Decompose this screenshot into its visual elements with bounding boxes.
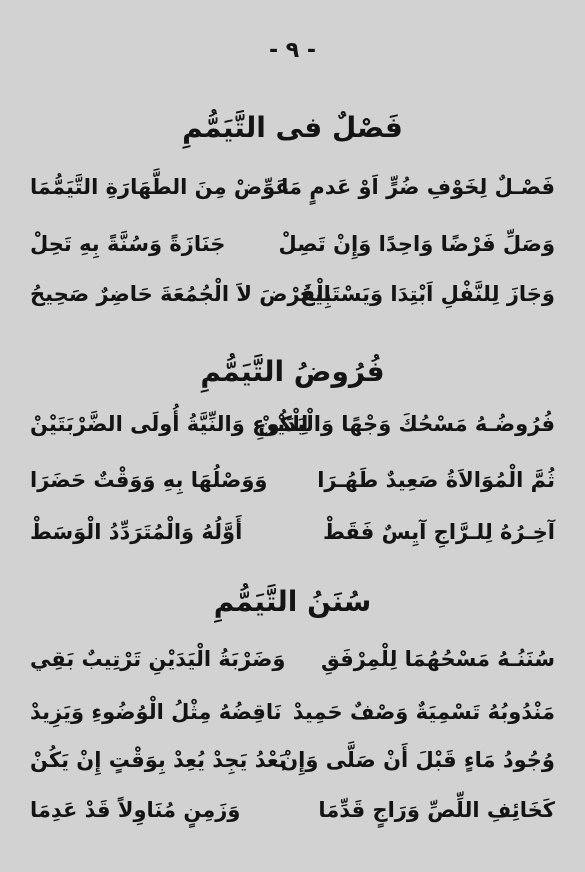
verse xyxy=(30,738,555,782)
verse-first-half: ثُمَّ الْمُوَالاَةُ صَعِيدٌ طَهُـرَا xyxy=(317,468,555,492)
section-title-fasl: فَصْلٌ فى التَّيَمُّمِ xyxy=(182,111,403,144)
verse-second-half: وَوَصْلُهَا بِهِ وَوَقْتٌ حَضَرَا xyxy=(30,468,268,492)
verse-second-half: جَنَازَةً وَسُنَّةً بِهِ تَحِلْ xyxy=(30,232,226,256)
verse-first-half: وَصَلِّ فَرْضًا وَاحِدًا وَإِنْ تَصِلْ xyxy=(278,232,555,256)
verse-second-half: بَعْدُ يَجِدْ يُعِدْ بِوَقْتٍ إِنْ يَكُنْ xyxy=(30,748,287,772)
section-title-furud: فُرُوضُ التَّيَمُّمِ xyxy=(200,355,385,388)
verse-first-half: وُجُودُ مَاءٍ قَبْلَ أَنْ صَلَّى وَإِنْ xyxy=(280,748,555,772)
verse-first-half: سُنَنُـهُ مَسْحُهُمَا لِلْمِرْفَقِ xyxy=(321,647,555,671)
verse-first-half: آخِـرُهُ لِلـرَّاجِ آيِسٌ فَقَطْ xyxy=(322,520,555,544)
verse-first-half: فَصْـلٌ لِخَوْفِ ضُرٍّ اَوْ عَدمٍ مَا xyxy=(281,175,555,199)
verse xyxy=(30,690,555,734)
verse-second-half: عَوِّضْ مِنَ الطَّهَارَةِ التَّيَمُّمَا xyxy=(30,175,290,199)
verse-first-half: وَجَازَ لِلنَّفْلِ اَبْتِدَا وَيَسْتَبِيحُ xyxy=(299,282,555,306)
verse-second-half: نَاقِضُهُ مِثْلُ الْوُضُوءِ وَيَزِيدْ xyxy=(30,700,282,724)
verse xyxy=(30,510,555,554)
section-title-sunan: سُنَنُ التَّيَمُّمِ xyxy=(213,585,372,618)
verse-second-half: لِلْكُوعِ وَالنِّيَّةُ أُولَى الضَّرْبَتَيْنْ xyxy=(30,412,309,436)
page-number: - ٩ - xyxy=(268,38,317,63)
verse-second-half: وَزَمِنٍ مُنَاوِلاً قَدْ عَدِمَا xyxy=(30,798,241,822)
verse-first-half: كَخَائِفِ اللِّصِّ وَرَاجٍ قَدِّمَا xyxy=(318,798,555,822)
verse xyxy=(30,788,555,832)
verse-first-half: فُرُوضُـهُ مَسْحُكَ وَجْهًا وَالْيَدَيْنْ xyxy=(258,412,555,436)
verse xyxy=(30,637,555,681)
verse xyxy=(30,165,555,209)
verse xyxy=(30,402,555,446)
verse-second-half: الْفَرْضَ لاَ الْجُمُعَةَ حَاضِرٌ صَحِيحُ xyxy=(30,282,331,306)
verse xyxy=(30,458,555,502)
verse xyxy=(30,222,555,266)
verse xyxy=(30,272,555,316)
verse-second-half: أَوَّلُهُ وَالْمُتَرَدِّدُ الْوَسَطْ xyxy=(30,520,243,544)
verse-first-half: مَنْدُوبُهُ تَسْمِيَةٌ وَصْفٌ حَمِيدْ xyxy=(292,700,555,724)
verse-second-half: وَضَرْبَةُ الْيَدَيْنِ تَرْتِيبٌ بَقِي xyxy=(30,647,286,671)
